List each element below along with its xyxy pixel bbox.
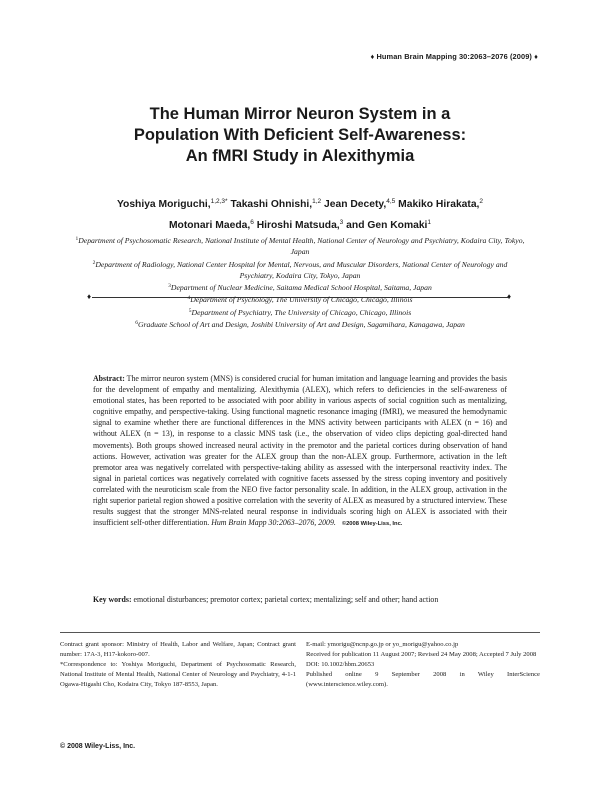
footnotes-left [60, 640, 296, 690]
affiliation-text: Department of Nuclear Medicine, Saitama Medical School Hospital, Saitama, Japan [170, 283, 432, 293]
footnotes-right [306, 640, 540, 690]
author-name: and Gen Komaki [346, 220, 428, 231]
author-name: Jean Decety, [324, 199, 387, 210]
author-affil-marker: 2 [479, 198, 484, 205]
affiliation [75, 318, 525, 330]
affiliation-text: Department of Psychiatry, The University of Chicago, Chicago, Illinois [191, 307, 412, 317]
affiliation-list [75, 234, 525, 330]
footnote: Received for publication 11 August 2007; Revised 24 May 2008; Accepted 7 July 2008 [306, 650, 537, 658]
keywords [93, 594, 553, 605]
copyright: © 2008 Wiley-Liss, Inc. [60, 743, 136, 750]
affiliation-number: 2 [92, 259, 96, 266]
author-line-1 [60, 193, 540, 214]
author-name: Makiko Hirakata, [398, 199, 480, 210]
author-affil-marker: 1 [427, 219, 432, 226]
diamond-ornament-icon: ♦ [87, 292, 92, 301]
title-line: Population With Deficient Self-Awareness: [133, 126, 467, 144]
footnote: Published online 9 September 2008 in Wiley InterScience (www.interscience.wiley.com). [306, 670, 540, 688]
author-affil-marker: 3 [339, 219, 344, 226]
section-divider [92, 297, 508, 298]
affiliation-text: Department of Radiology, National Center Hospital for Mental, Nervous, and Muscular Disorders, National Center of Neurology and Psychiatry, Kodaira City, Tokyo, Japan [95, 259, 508, 280]
affiliation [75, 234, 525, 258]
author-affil-marker: 4,5 [386, 198, 396, 205]
abstract-body: The mirror neuron system (MNS) is considered crucial for human imitation and language learning and provides the basis for the development of empathy and mentalizing. Alexithymia (ALEX), which refers to deficiencies in the self-awareness of emotional states, has been reported to be associated with poor ability in various aspects of social cognition such as mentalizing, cognitive empathy, and perspective-taking. Using functional magnetic resonance imaging (fMRI), we measured the hemodynamic signal to examine whether there are functional differences in the MNS activity between participants with ALEX (n = 16) and without ALEX (n = 13), in response to a classic MNS task (i.e., the observation of video clips depicting goal-directed hand movements). Both groups showed increased neural activity in the premotor and the parietal cortices during observation of hand actions. However, activation was greater for the ALEX group than the non-ALEX group. Furthermore, activation in the left premotor area was negatively correlated with perspective-taking ability as assessed with the interpersonal reactivity index. The signal in parietal cortices was negatively correlated with cognitive facets assessed by the stress coping inventory and positively correlated with the neuroticism scale from the NEO five factor personality scale. In addition, in the ALEX group, activation in the right superior parietal region showed a positive correlation with the severity of ALEX as measured by a structured interview. These results suggest that the stronger MNS-related neural response in individuals scoring high on ALEX is associated with their insufficient self-other differentiation. [93, 374, 507, 528]
footnote-doi: DOI: 10.1002/hbm.20653 [306, 660, 375, 668]
affiliation [75, 306, 525, 318]
title-line: The Human Mirror Neuron System in a [149, 105, 451, 123]
abstract [93, 373, 507, 530]
affiliation [75, 293, 525, 305]
paper-title [60, 104, 540, 167]
affiliation-number: 6 [135, 320, 138, 327]
footnote-divider [60, 632, 540, 633]
affiliation [75, 258, 525, 282]
affiliation-number: 5 [188, 307, 192, 314]
footnote: *Correspondence to: Yoshiya Moriguchi, Department of Psychosomatic Research, National Institute of Mental Health, National Center of Neurology and Psychiatry, 4-1-1 Ogawa-Higashi Cho, Kodaira City, Tokyo 187-8553, Japan. [60, 660, 296, 688]
affiliation-number: 4 [187, 295, 191, 302]
author-name: Takashi Ohnishi, [230, 199, 313, 210]
affiliation-text: Department of Psychosomatic Research, National Institute of Mental Health, National Center of Neurology and Psychiatry, Kodaira City, Tokyo, Japan [78, 236, 525, 257]
title-line: An fMRI Study in Alexithymia [185, 147, 415, 165]
diamond-ornament-icon: ♦ [507, 292, 512, 301]
abstract-citation: Hum Brain Mapp 30:2063–2076, 2009. [211, 518, 336, 528]
running-head: ♦ Human Brain Mapping 30:2063–2076 (2009) ♦ [370, 52, 538, 61]
footnote: Contract grant sponsor: Ministry of Health, Labor and Welfare, Japan; Contract grant number: 17A-3, H17-kokoro-007. [60, 641, 296, 658]
affiliation-number: 3 [168, 283, 171, 290]
keywords-text: emotional disturbances; premotor cortex; parietal cortex; mentalizing; self and other; hand action [133, 595, 439, 604]
author-name: Hiroshi Matsuda, [256, 220, 340, 231]
affiliation [75, 281, 525, 293]
author-affil-marker: 6 [250, 219, 254, 226]
author-affil-marker: 1,2,3* [210, 198, 228, 205]
author-name: Motonari Maeda, [168, 220, 251, 231]
author-name: Yoshiya Moriguchi, [116, 199, 211, 210]
footnote-email[interactable]: E-mail: ymorigu@ncnp.go.jp or yo_morigu@yahoo.co.jp [306, 641, 459, 648]
keywords-label: Key words: [93, 595, 132, 604]
affiliation-text: Department of Psychology, The University of Chicago, Chicago, Illinois [190, 295, 413, 305]
affiliation-text: Graduate School of Art and Design, Joshibi University of Art and Design, Sagamihara, Kanagawa, Japan [137, 320, 465, 330]
author-list [60, 193, 540, 235]
abstract-label: Abstract: [93, 374, 125, 383]
author-affil-marker: 1,2 [312, 198, 322, 205]
author-line-2 [60, 214, 540, 235]
abstract-copyright: ©2008 Wiley-Liss, Inc. [341, 521, 403, 528]
affiliation-number: 1 [75, 236, 79, 242]
